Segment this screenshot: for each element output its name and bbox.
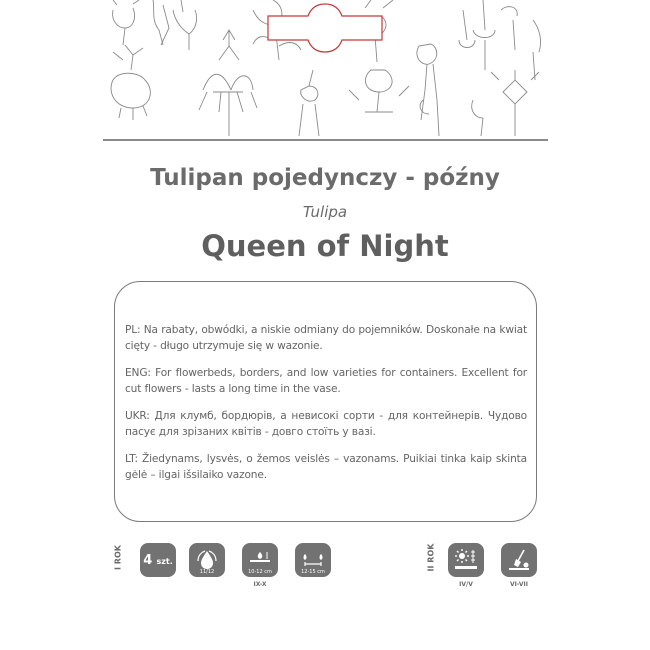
variety-name: Queen of Night: [201, 229, 449, 263]
description-lt: LT: Žiedynams, lysvės, o žemos veislės – vazonams. Puikiai tinka kaip skinta gėlė – ilgai išsilaiko vazone.: [125, 453, 527, 481]
description-ukr: UKR: Для клумб, бордюрів, а невисокі сорти - для контейнерів. Чудово пасує для зрізаних квітів - довго стоїть у вазі.: [125, 410, 527, 438]
shovel-icon: [506, 547, 532, 573]
product-type-title: Tulipan pojedynczy - późny: [150, 165, 500, 191]
latin-name: Tulipa: [302, 203, 348, 221]
planting-depth-tile: [242, 543, 278, 577]
flower-drawings: [103, 0, 548, 142]
bulb-depth-icon: [247, 550, 273, 570]
quantity-text: [143, 553, 173, 568]
flowering-sun-icon: [452, 547, 480, 573]
spacing-caption: 12-15 cm: [301, 569, 325, 575]
flowering-time-tile: [448, 543, 484, 577]
description-box: [114, 281, 537, 522]
flowering-months: IV/V: [459, 581, 473, 588]
logo-frame: [268, 4, 382, 52]
planting-months: IX-X: [253, 581, 267, 588]
bulb-spacing-icon: [299, 550, 327, 570]
depth-caption: 10-12 cm: [248, 569, 272, 575]
spacing-tile: [295, 543, 331, 577]
lifting-months: VI-VII: [509, 581, 529, 588]
water-drop-icon: [195, 549, 219, 571]
quantity-unit: szt.: [156, 556, 173, 566]
description-pl: PL: Na rabaty, obwódki, a niskie odmiany do pojemników. Doskonałe na kwiat cięty - długo utrzymuje się w wazonie.: [125, 324, 527, 352]
year-two-label: II ROK: [426, 543, 436, 572]
quantity-number: 4: [143, 552, 153, 568]
planting-time-tile: [189, 543, 225, 577]
lifting-time-tile: [501, 543, 537, 577]
planting-caption: 11/12: [199, 569, 215, 575]
quantity-badge: [140, 543, 176, 577]
year-one-label: I ROK: [113, 545, 123, 570]
description-eng: ENG: For flowerbeds, borders, and low varieties for containers. Excellent for cut flowers - lasts a long time in the vase.: [125, 367, 527, 395]
botanical-illustration: [103, 0, 548, 142]
